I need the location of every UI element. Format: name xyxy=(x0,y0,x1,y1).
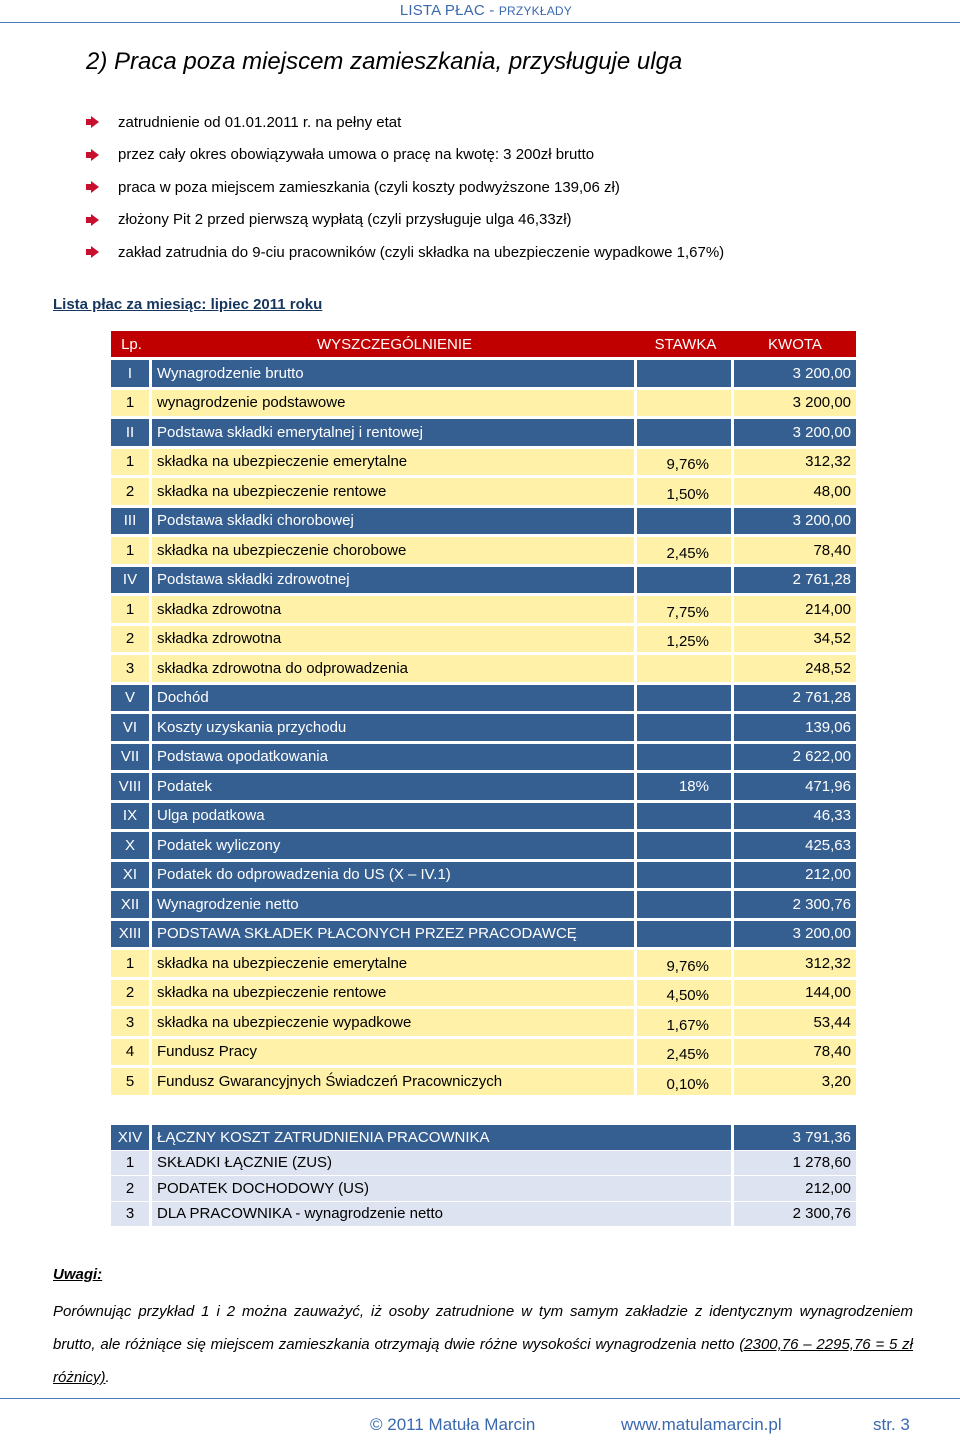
col-header-rate: STAWKA xyxy=(637,331,734,357)
cell-desc: składka na ubezpieczenie emerytalne xyxy=(152,449,637,476)
cell-desc: Fundusz Gwarancyjnych Świadczeń Pracowniczych xyxy=(152,1068,637,1095)
cell-lp: 1 xyxy=(111,537,152,564)
cell-rate xyxy=(637,803,734,830)
cell-amount: 3 791,36 xyxy=(734,1125,856,1150)
cell-rate xyxy=(637,714,734,741)
cell-desc: Wynagrodzenie brutto xyxy=(152,360,637,387)
footer-copyright: © 2011 Matuła Marcin xyxy=(370,1415,536,1434)
cell-lp: II xyxy=(111,419,152,446)
cell-lp: 3 xyxy=(111,1202,152,1227)
cell-amount: 48,00 xyxy=(734,478,856,505)
cell-amount: 78,40 xyxy=(734,537,856,564)
cell-rate xyxy=(637,390,734,417)
cell-desc: ŁĄCZNY KOSZT ZATRUDNIENIA PRACOWNIKA xyxy=(152,1125,734,1150)
cell-amount: 3,20 xyxy=(734,1068,856,1095)
table-row xyxy=(111,1009,856,1036)
cell-rate xyxy=(637,419,734,446)
cell-amount: 312,32 xyxy=(734,950,856,977)
bullet-text: przez cały okres obowiązywała umowa o pracę na kwotę: 3 200zł brutto xyxy=(118,146,595,164)
cell-rate xyxy=(637,891,734,918)
col-header-desc: WYSZCZEGÓLNIENIE xyxy=(152,331,637,357)
table-row xyxy=(111,478,856,505)
cell-rate xyxy=(637,862,734,889)
bullet-item xyxy=(86,106,724,139)
cell-rate xyxy=(637,508,734,535)
table-row xyxy=(111,537,856,564)
table-row xyxy=(111,950,856,977)
cell-amount: 425,63 xyxy=(734,832,856,859)
cell-desc: PODSTAWA SKŁADEK PŁACONYCH PRZEZ PRACODAWCĘ xyxy=(152,921,637,948)
table-row xyxy=(111,1068,856,1095)
cell-amount: 2 761,28 xyxy=(734,685,856,712)
section-title: 2) Praca poza miejscem zamieszkania, przysługuje ulga xyxy=(86,48,683,75)
bullet-item xyxy=(86,204,724,237)
cell-desc: Podstawa składki emerytalnej i rentowej xyxy=(152,419,637,446)
page-header xyxy=(0,0,960,23)
table-row xyxy=(111,390,856,417)
table-row xyxy=(111,714,856,741)
cell-desc: Podstawa składki zdrowotnej xyxy=(152,567,637,594)
cell-desc: składka na ubezpieczenie wypadkowe xyxy=(152,1009,637,1036)
cell-desc: Fundusz Pracy xyxy=(152,1039,637,1066)
cell-amount: 46,33 xyxy=(734,803,856,830)
cell-desc: składka na ubezpieczenie rentowe xyxy=(152,478,637,505)
cell-lp: I xyxy=(111,360,152,387)
cell-amount: 2 761,28 xyxy=(734,567,856,594)
cell-lp: 2 xyxy=(111,478,152,505)
cell-rate: 0,10% xyxy=(637,1068,734,1095)
cell-desc: PODATEK DOCHODOWY (US) xyxy=(152,1176,734,1201)
cell-lp: 2 xyxy=(111,626,152,653)
summary-row xyxy=(111,1176,856,1201)
cell-lp: 3 xyxy=(111,655,152,682)
cell-rate xyxy=(637,744,734,771)
notes-paragraph xyxy=(53,1295,913,1394)
bullet-text: złożony Pit 2 przed pierwszą wypłatą (czyli przysługuje ulga 46,33zł) xyxy=(118,211,572,229)
table-row xyxy=(111,685,856,712)
cell-lp: VII xyxy=(111,744,152,771)
cell-lp: 3 xyxy=(111,1009,152,1036)
cell-desc: wynagrodzenie podstawowe xyxy=(152,390,637,417)
cell-lp: XIII xyxy=(111,921,152,948)
cell-lp: IV xyxy=(111,567,152,594)
cell-desc: składka zdrowotna xyxy=(152,626,637,653)
table-row xyxy=(111,891,856,918)
cell-lp: X xyxy=(111,832,152,859)
cell-lp: 1 xyxy=(111,449,152,476)
table-row xyxy=(111,773,856,800)
cell-rate: 18% xyxy=(637,773,734,800)
cell-amount: 34,52 xyxy=(734,626,856,653)
cell-rate: 9,76% xyxy=(637,950,734,977)
payroll-table xyxy=(111,328,856,1098)
page-footer xyxy=(0,1398,960,1441)
cell-desc: Podatek wyliczony xyxy=(152,832,637,859)
bullet-text: praca w poza miejscem zamieszkania (czyli koszty podwyższone 139,06 zł) xyxy=(118,178,620,196)
table-row xyxy=(111,803,856,830)
table-row xyxy=(111,508,856,535)
cell-lp: XI xyxy=(111,862,152,889)
notes-text: Porównując przykład 1 i 2 można zauważyć, iż osoby zatrudnione w tym samym zakładzie z identycznym wynagrodzeniem brutto, ale różniące się miejscem zamieszkania otrzymają dwie różne wysokości wynagrodzenia netto xyxy=(53,1303,913,1353)
cell-desc: składka na ubezpieczenie chorobowe xyxy=(152,537,637,564)
cell-desc: Podatek do odprowadzenia do US (X – IV.1) xyxy=(152,862,637,889)
table-row xyxy=(111,1039,856,1066)
table-row xyxy=(111,921,856,948)
cell-desc: Podstawa opodatkowania xyxy=(152,744,637,771)
cell-desc: składka na ubezpieczenie rentowe xyxy=(152,980,637,1007)
cell-lp: IX xyxy=(111,803,152,830)
cell-lp: 5 xyxy=(111,1068,152,1095)
table-row xyxy=(111,360,856,387)
cell-amount: 471,96 xyxy=(734,773,856,800)
table-row xyxy=(111,744,856,771)
cell-lp: VI xyxy=(111,714,152,741)
table-header-row xyxy=(111,331,856,357)
cell-desc: Ulga podatkowa xyxy=(152,803,637,830)
cell-lp: 4 xyxy=(111,1039,152,1066)
table-row xyxy=(111,596,856,623)
notes-title: Uwagi: xyxy=(53,1266,103,1283)
bullet-item xyxy=(86,139,724,172)
cell-desc: składka na ubezpieczenie emerytalne xyxy=(152,950,637,977)
cell-amount: 212,00 xyxy=(734,1176,856,1201)
table-row xyxy=(111,419,856,446)
notes-end: . xyxy=(105,1369,110,1386)
col-header-amount: KWOTA xyxy=(734,331,856,357)
bullet-item xyxy=(86,171,724,204)
cell-lp: 2 xyxy=(111,1176,152,1201)
footer-website: www.matulamarcin.pl xyxy=(621,1415,782,1434)
cell-desc: Koszty uzyskania przychodu xyxy=(152,714,637,741)
table-row xyxy=(111,980,856,1007)
cell-amount: 53,44 xyxy=(734,1009,856,1036)
cell-amount: 139,06 xyxy=(734,714,856,741)
cell-rate: 1,50% xyxy=(637,478,734,505)
cell-amount: 3 200,00 xyxy=(734,419,856,446)
cell-lp: XII xyxy=(111,891,152,918)
cell-amount: 2 622,00 xyxy=(734,744,856,771)
table-row xyxy=(111,655,856,682)
cell-rate xyxy=(637,685,734,712)
table-row xyxy=(111,449,856,476)
summary-row xyxy=(111,1125,856,1150)
cell-amount: 1 278,60 xyxy=(734,1151,856,1176)
cell-desc: Wynagrodzenie netto xyxy=(152,891,637,918)
cell-amount: 144,00 xyxy=(734,980,856,1007)
bullet-text: zakład zatrudnia do 9-ciu pracowników (czyli składka na ubezpieczenie wypadkowe 1,67%) xyxy=(118,243,725,261)
cell-lp: 1 xyxy=(111,390,152,417)
cell-amount: 212,00 xyxy=(734,862,856,889)
cell-rate: 4,50% xyxy=(637,980,734,1007)
cell-amount: 248,52 xyxy=(734,655,856,682)
cell-amount: 2 300,76 xyxy=(734,891,856,918)
cell-lp: 1 xyxy=(111,950,152,977)
cell-desc: DLA PRACOWNIKA - wynagrodzenie netto xyxy=(152,1202,734,1227)
cell-rate: 9,76% xyxy=(637,449,734,476)
cell-lp: XIV xyxy=(111,1125,152,1150)
cell-amount: 214,00 xyxy=(734,596,856,623)
payroll-subtitle: Lista płac za miesiąc: lipiec 2011 roku xyxy=(53,296,323,313)
header-title-small: PRZYKŁADY xyxy=(498,4,572,18)
cell-rate: 1,67% xyxy=(637,1009,734,1036)
arrow-bullet-icon xyxy=(86,214,98,226)
cell-amount: 2 300,76 xyxy=(734,1202,856,1227)
cell-rate xyxy=(637,360,734,387)
cell-lp: III xyxy=(111,508,152,535)
cell-rate: 2,45% xyxy=(637,537,734,564)
assumptions-list xyxy=(86,106,724,269)
cell-lp: 2 xyxy=(111,980,152,1007)
notes-calc: (2300,76 – 2295,76 = 5 zł różnicy) xyxy=(53,1336,913,1386)
table-row xyxy=(111,862,856,889)
footer-page-number: str. 3 xyxy=(873,1415,910,1434)
cell-desc: Podstawa składki chorobowej xyxy=(152,508,637,535)
arrow-bullet-icon xyxy=(86,149,98,161)
cell-lp: V xyxy=(111,685,152,712)
summary-row xyxy=(111,1202,856,1227)
arrow-bullet-icon xyxy=(86,116,98,128)
table-row xyxy=(111,567,856,594)
cell-rate: 1,25% xyxy=(637,626,734,653)
table-row xyxy=(111,832,856,859)
bullet-text: zatrudnienie od 01.01.2011 r. na pełny etat xyxy=(118,113,402,131)
arrow-bullet-icon xyxy=(86,181,98,193)
cell-rate: 7,75% xyxy=(637,596,734,623)
cell-desc: Dochód xyxy=(152,685,637,712)
cell-rate: 2,45% xyxy=(637,1039,734,1066)
cell-rate xyxy=(637,832,734,859)
col-header-lp: Lp. xyxy=(111,331,152,357)
summary-table xyxy=(111,1124,856,1227)
cell-amount: 312,32 xyxy=(734,449,856,476)
cell-desc: składka zdrowotna xyxy=(152,596,637,623)
cell-lp: 1 xyxy=(111,1151,152,1176)
bullet-item xyxy=(86,236,724,269)
summary-row xyxy=(111,1151,856,1176)
cell-desc: SKŁADKI ŁĄCZNIE (ZUS) xyxy=(152,1151,734,1176)
cell-rate xyxy=(637,921,734,948)
header-title xyxy=(400,2,572,19)
cell-amount: 3 200,00 xyxy=(734,508,856,535)
cell-desc: Podatek xyxy=(152,773,637,800)
cell-amount: 3 200,00 xyxy=(734,360,856,387)
cell-rate xyxy=(637,655,734,682)
cell-lp: 1 xyxy=(111,596,152,623)
cell-lp: VIII xyxy=(111,773,152,800)
cell-desc: składka zdrowotna do odprowadzenia xyxy=(152,655,637,682)
cell-amount: 78,40 xyxy=(734,1039,856,1066)
table-row xyxy=(111,626,856,653)
arrow-bullet-icon xyxy=(86,246,98,258)
cell-amount: 3 200,00 xyxy=(734,921,856,948)
cell-rate xyxy=(637,567,734,594)
cell-amount: 3 200,00 xyxy=(734,390,856,417)
header-title-main: LISTA PŁAC - xyxy=(399,2,499,19)
